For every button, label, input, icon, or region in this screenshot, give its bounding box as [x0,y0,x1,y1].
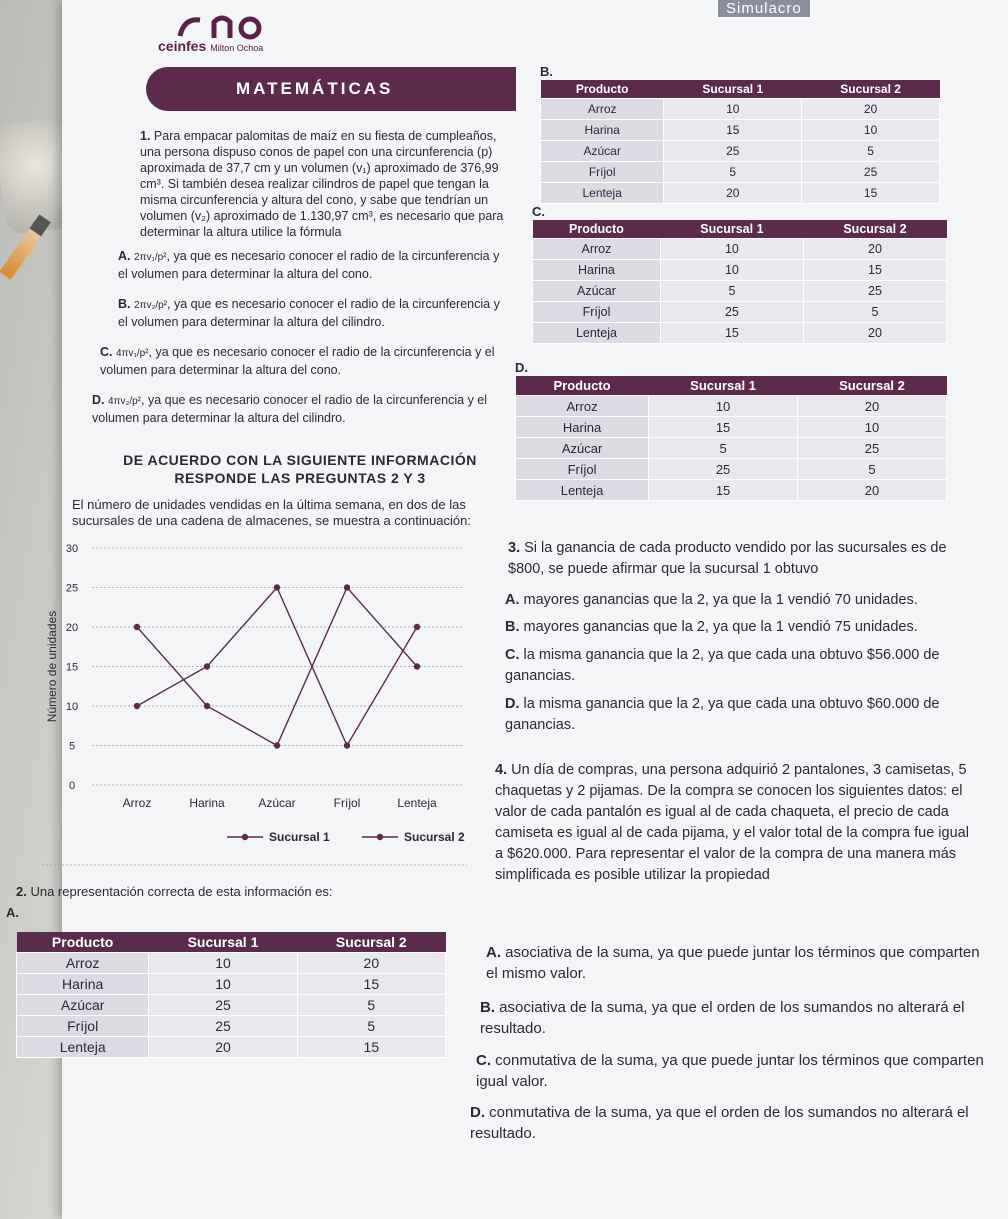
option-letter: C. [476,1052,491,1069]
q4-option-a[interactable] [486,942,986,984]
table-c-label[interactable]: C. [532,204,545,219]
table-row [533,239,947,260]
table-cell: Lenteja [533,323,661,344]
table-row [17,1016,446,1037]
option-text: , ya que es necesario conocer el radio de la circunferencia y el volumen para determinar la altura del cono. [118,249,500,281]
option-formula: 2πv₁/p² [133,252,167,263]
table-row [516,438,947,459]
legend-marker [242,834,248,840]
table-cell: Fríjol [541,162,664,183]
x-tick-label: Azúcar [258,796,296,810]
table-row [17,995,446,1016]
data-point [274,584,280,590]
x-tick-label: Arroz [122,796,152,810]
brand-sub: Milton Ochoa [210,43,264,53]
table-cell: Azúcar [17,995,149,1016]
table-a[interactable] [16,932,446,1058]
table-d[interactable] [515,376,947,501]
table-row [516,459,947,480]
table-cell: Lenteja [541,183,664,204]
q1-option-a[interactable] [118,248,510,282]
q4-option-d[interactable] [470,1102,985,1144]
table-row [17,1037,446,1058]
x-tick-label: Fríjol [333,796,361,810]
q3-option-c[interactable] [505,645,975,687]
table-row [541,141,940,162]
y-tick-label: 30 [65,543,79,555]
table-row [541,183,940,204]
line-chart-svg [42,530,467,880]
table-cell: 15 [649,417,798,438]
table-header-cell: Sucursal 1 [649,376,798,396]
section-heading [100,452,500,486]
table-cell: 20 [803,323,946,344]
chart-intro: El número de unidades vendidas en la última semana, en dos de las sucursales de una cadena de almacenes, se muestra a continuación: [72,497,471,528]
q4-option-c[interactable] [476,1050,988,1092]
table-cell: 15 [660,323,803,344]
table-cell: 15 [297,974,445,995]
table-cell: 15 [297,1037,445,1058]
section-heading-line2: RESPONDE LAS PREGUNTAS 2 Y 3 [174,470,426,486]
table-cell: 5 [664,162,802,183]
table-cell: 5 [803,302,946,323]
table-row [17,974,446,995]
question-4-number: 4. [495,762,508,778]
q1-option-c[interactable] [100,344,500,378]
y-tick-label: 5 [68,740,76,753]
x-tick-label: Harina [189,796,225,810]
table-cell: 10 [649,396,798,417]
question-1-number: 1. [140,129,151,143]
table-header-cell: Sucursal 1 [149,932,297,953]
table-header-cell: Producto [516,376,649,396]
table-header-cell: Sucursal 2 [798,376,947,396]
table-cell: Harina [516,417,649,438]
table-row [541,162,940,183]
table-cell: Fríjol [17,1016,149,1037]
table-c[interactable] [532,220,947,344]
option-text: la misma ganancia que la 2, ya que cada una obtuvo $56.000 de ganancias. [505,647,940,684]
option-text: , ya que es necesario conocer el radio de la circunferencia y el volumen para determinar la altura del cilindro. [118,297,500,329]
data-point [204,703,210,709]
table-row [541,99,940,120]
option-text: , ya que es necesario conocer el radio de la circunferencia y el volumen para determinar la altura del cilindro. [92,393,488,425]
option-text: conmutativa de la suma, ya que el orden de los sumandos no alterará el resultado. [470,1104,969,1142]
table-cell: 20 [149,1037,297,1058]
table-cell: Arroz [516,396,649,417]
question-2-number: 2. [16,884,27,899]
table-cell: 25 [798,438,947,459]
option-text: asociativa de la suma, ya que el orden de los sumandos no alterará el resultado. [480,999,965,1037]
question-3-text: Si la ganancia de cada producto vendido por las sucursales es de $800, se puede afirmar que la sucursal 1 obtuvo [508,540,947,577]
option-letter: D. [92,393,105,407]
q3-option-d[interactable] [505,694,975,736]
data-point [414,624,420,630]
table-header-cell: Producto [533,220,661,239]
q1-option-d[interactable] [92,392,497,426]
table-cell: Harina [541,120,664,141]
legend-label: Sucursal 2 [404,830,465,844]
option-text: asociativa de la suma, ya que puede juntar los términos que comparten el mismo valor. [486,944,980,982]
table-cell: 20 [664,183,802,204]
table-cell: 10 [149,953,297,974]
option-letter: A. [505,592,520,608]
table-cell: 25 [149,995,297,1016]
x-tick-label: Lenteja [397,796,437,810]
option-letter: D. [505,696,520,712]
table-cell: 10 [149,974,297,995]
table-row [516,480,947,501]
q3-option-b[interactable] [505,617,975,638]
question-3 [508,538,970,580]
table-cell: 5 [802,141,940,162]
table-cell: 15 [649,480,798,501]
table-cell: Harina [17,974,149,995]
option-letter: A. [118,249,131,263]
table-cell: 5 [660,281,803,302]
table-cell: 10 [798,417,947,438]
subject-title: MATEMÁTICAS [236,79,394,98]
legend-marker [377,834,383,840]
table-cell: 25 [664,141,802,162]
table-header-cell: Sucursal 2 [297,932,445,953]
table-d-label[interactable]: D. [515,360,528,375]
y-tick-label: 15 [65,661,79,674]
table-cell: 5 [297,1016,445,1037]
table-cell: 20 [803,239,946,260]
table-cell: Arroz [533,239,661,260]
option-letter: C. [505,647,520,663]
y-tick-label: 20 [65,622,79,634]
table-cell: Azúcar [541,141,664,162]
data-point [204,663,210,669]
question-3-number: 3. [508,540,521,556]
question-2 [16,884,486,900]
q1-option-b[interactable] [118,296,510,330]
table-row [541,120,940,141]
table-cell: 10 [660,239,803,260]
table-cell: Arroz [17,953,149,974]
data-point [414,663,420,669]
logo-text [158,38,263,54]
brand-name: ceinfes [158,38,207,54]
table-cell: 20 [297,953,445,974]
table-cell: 15 [803,260,946,281]
question-1 [140,128,510,240]
subject-banner [146,67,516,111]
table-cell: 10 [664,99,802,120]
option-letter: B. [505,619,520,635]
option-formula: 4πv₁/p² [115,348,149,359]
option-letter: C. [100,345,113,359]
table-cell: 20 [798,396,947,417]
table-row [533,281,947,302]
table-cell: Azúcar [516,438,649,459]
y-axis-label: Número de unidades [45,610,59,723]
table-header-cell: Sucursal 1 [660,220,803,239]
y-tick-label: 10 [65,701,79,713]
table-cell: 15 [802,183,940,204]
table-cell: Lenteja [17,1037,149,1058]
y-tick-label: 25 [65,582,79,595]
question-4-text: Un día de compras, una persona adquirió 2 pantalones, 3 camisetas, 5 chaquetas y 2 pijamas. De la compra se conocen los siguientes datos: el valor de cada pantalón es igual al de cada chaqueta, el precio de cada camiseta es igual al de cada pijama, y el valor total de la compra fue igual a $620.000. Para representar el valor de la compra de una manera más simplificada es posible utilizar la propiedad [495,762,969,883]
table-header-cell: Sucursal 1 [664,80,802,99]
table-cell: Arroz [541,99,664,120]
table-row [17,953,446,974]
option-formula: 2πv₂/p² [133,300,167,311]
table-cell: 25 [803,281,946,302]
table-header-cell: Producto [17,932,149,953]
data-point [134,703,140,709]
section-heading-line1: DE ACUERDO CON LA SIGUIENTE INFORMACIÓN [123,452,477,468]
table-row [533,302,947,323]
y-tick-label: 0 [68,780,76,792]
simulacro-badge: Simulacro [718,0,810,17]
data-point [274,742,280,748]
table-cell: 10 [802,120,940,141]
table-row [533,260,947,281]
table-header-cell: Producto [541,80,664,99]
q3-option-a[interactable] [505,590,975,611]
table-cell: 25 [660,302,803,323]
legend-label: Sucursal 1 [269,830,330,844]
option-letter: B. [480,999,495,1016]
data-point [344,584,350,590]
option-letter: A. [486,944,501,961]
option-text: conmutativa de la suma, ya que puede juntar los términos que comparten igual valor. [476,1052,984,1090]
table-cell: 5 [798,459,947,480]
option-text: mayores ganancias que la 2, ya que la 1 vendió 70 unidades. [523,592,918,608]
q4-option-b[interactable] [480,997,985,1039]
table-cell: 25 [802,162,940,183]
line-chart [42,530,467,880]
option-text: la misma ganancia que la 2, ya que cada una obtuvo $60.000 de ganancias. [505,696,940,733]
question-4 [495,760,980,886]
option-formula: 4πv₂/p² [107,396,141,407]
table-header-cell: Sucursal 2 [802,80,940,99]
question-2-text: Una representación correcta de esta información es: [30,884,333,899]
table-cell: Fríjol [533,302,661,323]
table-cell: 10 [660,260,803,281]
table-header-cell: Sucursal 2 [803,220,946,239]
table-cell: 25 [149,1016,297,1037]
option-text: , ya que es necesario conocer el radio de la circunferencia y el volumen para determinar la altura del cono. [100,345,495,377]
table-cell: 5 [297,995,445,1016]
table-b-label[interactable]: B. [540,64,553,79]
table-cell: 20 [802,99,940,120]
data-point [344,742,350,748]
table-row [516,396,947,417]
table-cell: Azúcar [533,281,661,302]
table-cell: Fríjol [516,459,649,480]
option-text: mayores ganancias que la 2, ya que la 1 vendió 75 unidades. [523,619,918,635]
table-cell: Lenteja [516,480,649,501]
question-1-text: Para empacar palomitas de maíz en su fiesta de cumpleaños, una persona dispuso conos de papel con una circunferencia (p) aproximada de 37,7 cm y un volumen (v₁) aproximado de 376,99 cm³. Si también desea realizar cilindros de papel que tengan la misma circunferencia y altura del cono, y sabe que tendrían un volumen (v₂) aproximado de 1.130,97 cm³, es necesario que para determinar la altura utilice la fórmula [140,129,504,239]
option-letter: B. [118,297,131,311]
table-b[interactable] [540,80,940,204]
table-cell: Harina [533,260,661,281]
table-row [533,323,947,344]
table-cell: 5 [649,438,798,459]
table-cell: 25 [649,459,798,480]
option-letter: D. [470,1104,485,1121]
table-a-label[interactable]: A. [6,905,19,920]
table-cell: 15 [664,120,802,141]
table-row [516,417,947,438]
table-cell: 20 [798,480,947,501]
data-point [134,624,140,630]
